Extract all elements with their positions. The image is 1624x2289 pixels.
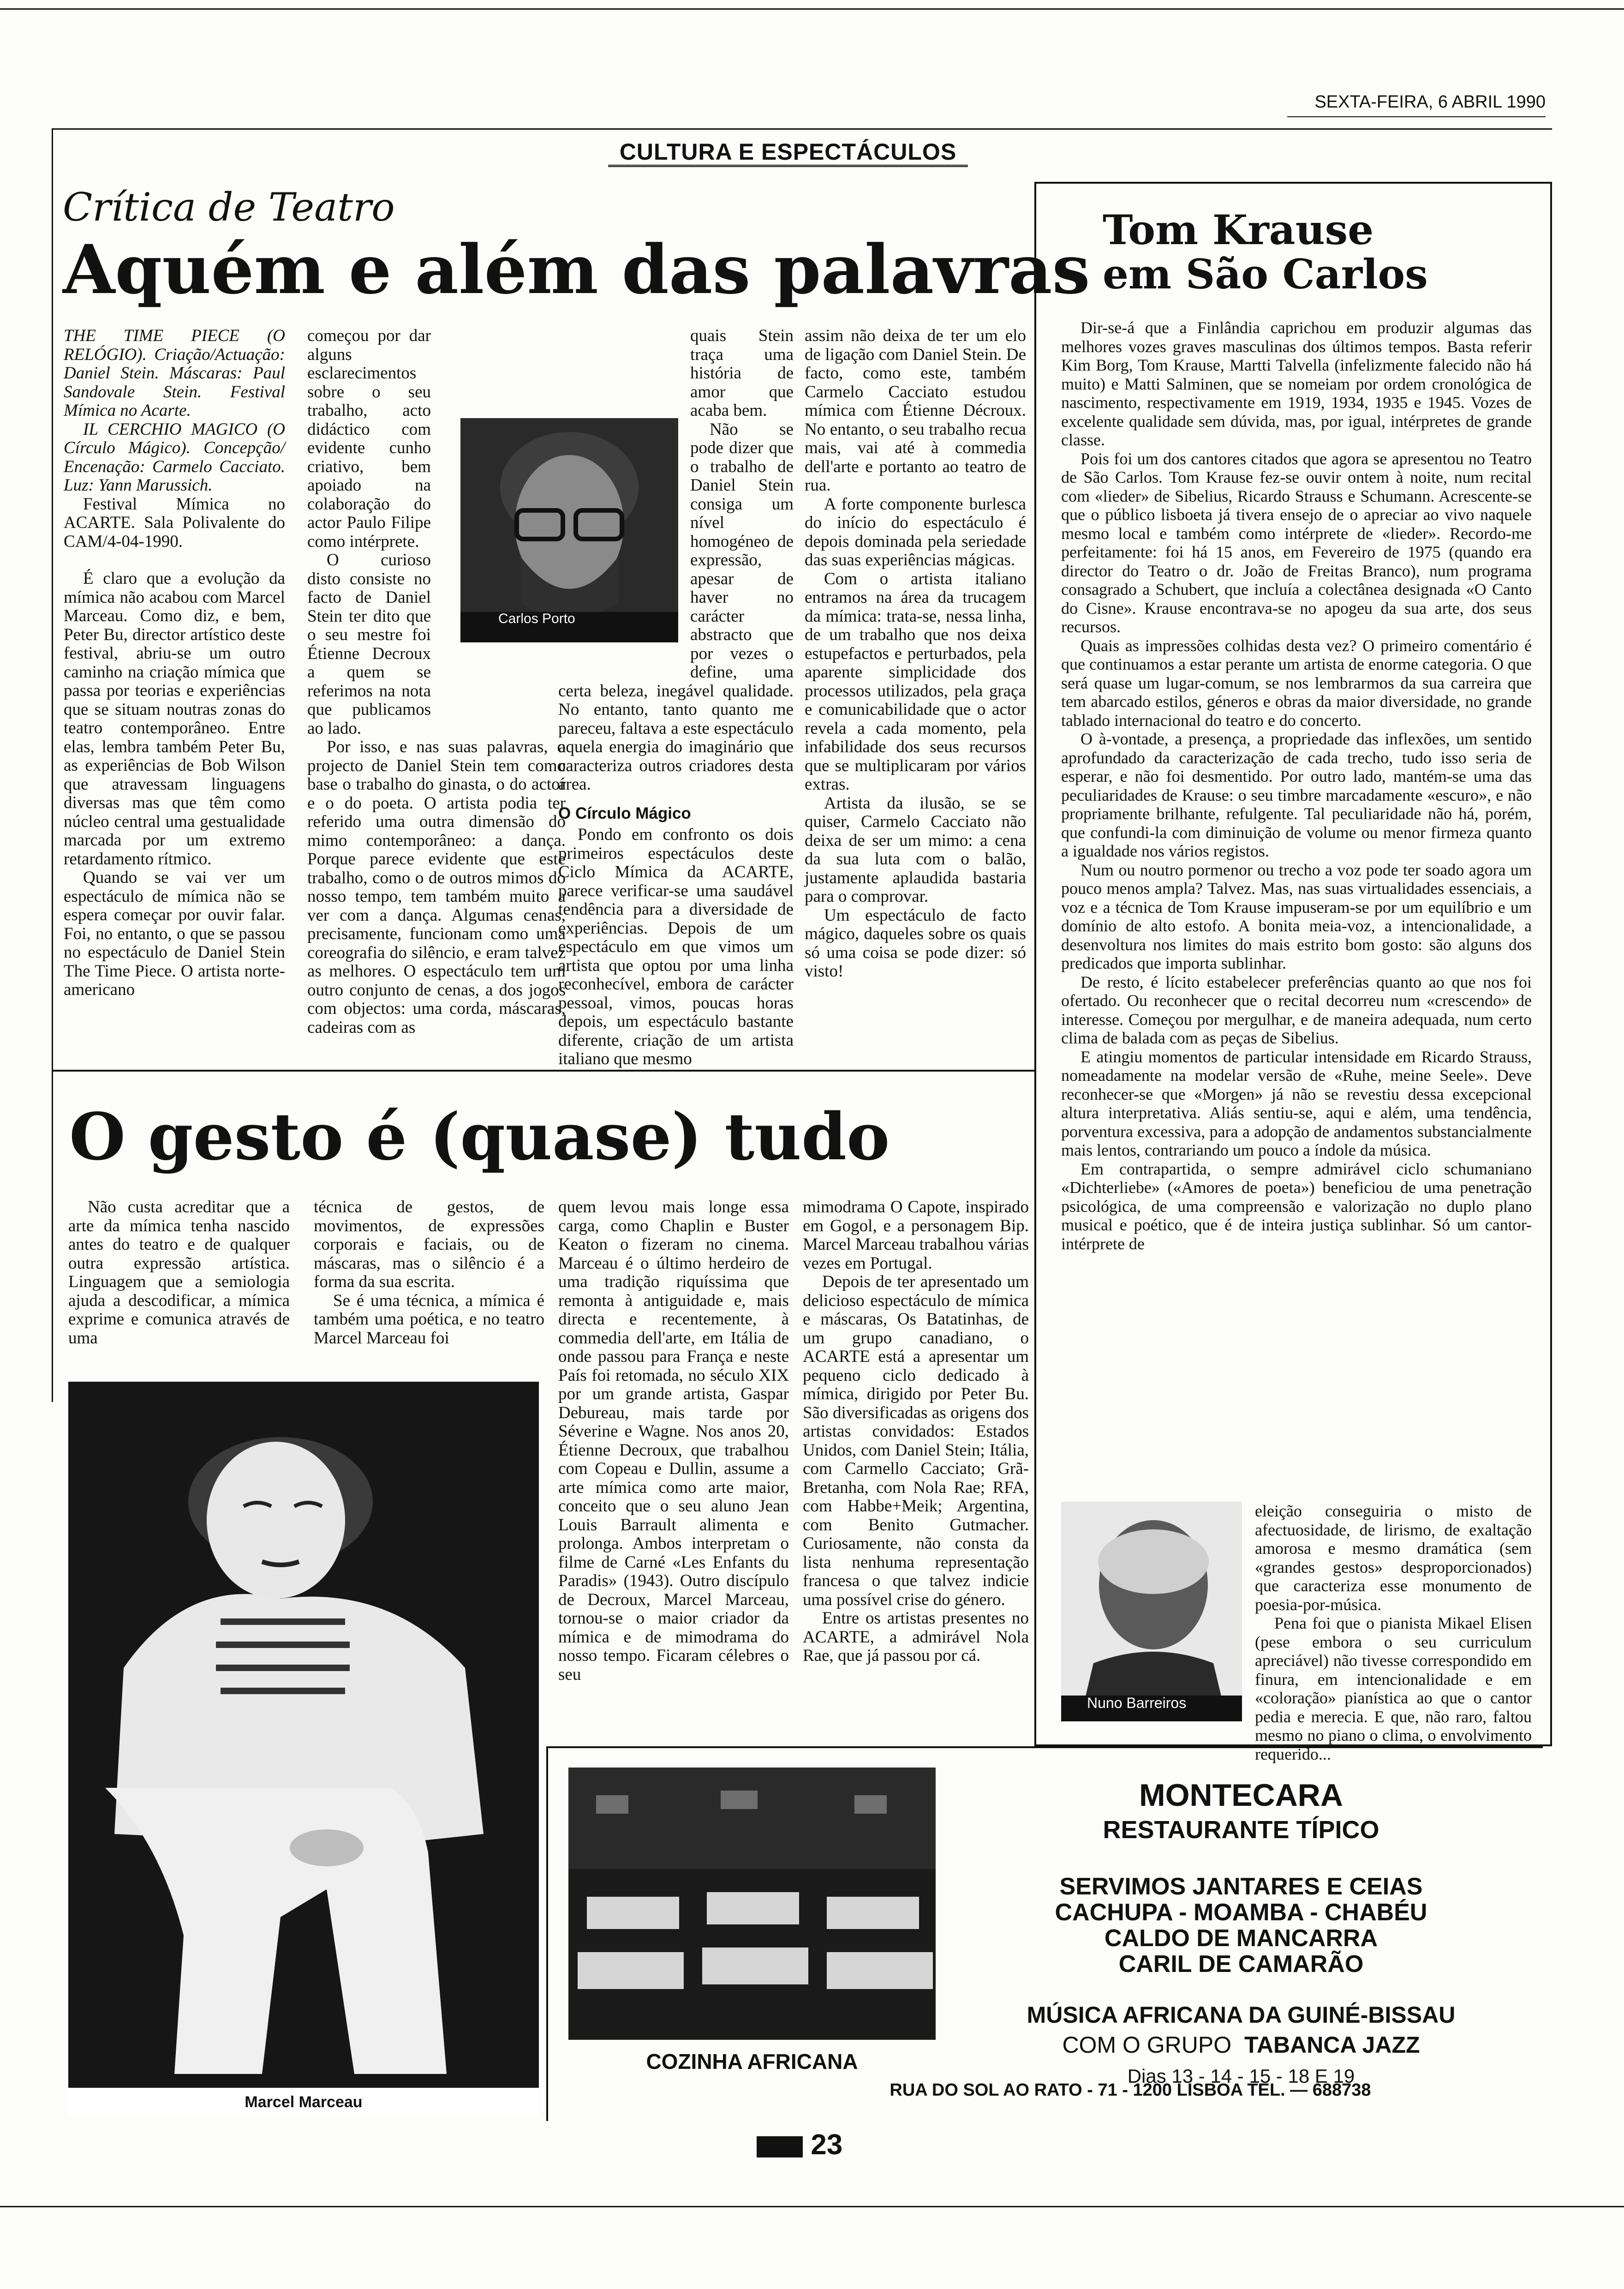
article2-column-1 <box>68 1198 290 1348</box>
article2-paragraph: Não custa acreditar que a arte da mímica tenha nascido antes do teatro e de qualquer outra expressão artística. Linguagem que a semiologia ajuda a descodificar, a mímica exprime e comunica através de uma <box>68 1198 290 1348</box>
top-rule <box>0 8 1624 10</box>
review-paragraph: Em contrapartida, o sempre admirável ciclo schumaniano «Dichterliebe» («Amores de poeta») beneficiou de uma penetração psicológica, de uma compreensão e valorização no duplo plano musical e poético, que é de inteira justiça sublinhar. Só um cantor-intérprete de <box>1061 1159 1532 1253</box>
review-paragraph: eleição conseguiria o misto de afectuosidade, de lirismo, de exaltação amorosa e mesmo dramática (sem «grandes gestos» desproporcionados) que caracteriza esse monumento de poesia-por-música. <box>1255 1502 1532 1614</box>
credits-1: THE TIME PIECE (O RELÓGIO). Criação/Actuação: Daniel Stein. Máscaras: Paul Sandovale Stein. Festival Mímica no Acarte. <box>64 326 285 420</box>
review-paragraph: Dir-se-á que a Finlândia caprichou em produzir algumas das melhores vozes graves masculinas dos últimos tempos. Basta referir Kim Borg, Tom Krause, Martti Talvella (infelizmente falecido não há muito) e Matti Salminen, que se nomeiam por ordem cronológica de nascimento, respectivamente em 1919, 1934, 1935 e 1945. Vozes de excelente qualidade sem dúvida, mas, por igual, intérpretes de grande classe. <box>1061 318 1532 449</box>
article2-column-3 <box>558 1198 789 1684</box>
article1-column-4 <box>805 327 1026 981</box>
restaurant-subtitle: RESTAURANTE TÍPICO <box>1103 1816 1379 1844</box>
band-line <box>950 2030 1532 2060</box>
restaurant-photo <box>568 1768 936 2040</box>
credits-2: IL CERCHIO MAGICO (O Círculo Mágico). Concepção/ Encenação: Carmelo Cacciato. Luz: Yann Marussich. <box>64 419 285 495</box>
review-paragraph: Pena foi que o pianista Mikael Elisen (pese embora o seu curriculum apreciável) não tivesse correspondido em finura, em intencionalidade e em «coloração» pianística ao que o cantor pedia e merecia. E que, não raro, faltou mesmo no piano o clima, o envolvimento requerido... <box>1255 1614 1532 1763</box>
article1-paragraph: Pondo em confronto os dois primeiros espectáculos deste Ciclo Mímica da ACARTE, parece verificar-se uma saudável tendência para a diversidade de experiências. Depois de um espectáculo em que vimos um artista que optou por uma linha reconhecível, embora de carácter pessoal, vimos, poucas horas depois, um espectáculo bastante diferente, criação de um artista italiano que mesmo <box>558 825 794 1068</box>
restaurant-name: MONTECARA <box>1139 1778 1343 1813</box>
menu-line: SERVIMOS JANTARES E CEIAS <box>1059 1873 1423 1900</box>
review-paragraph: Pois foi um dos cantores citados que agora se apresentou no Teatro de São Carlos. Tom Krause fez-se ouvir ontem à noite, num recital com «lieder» de Sibelius, Ricardo Strauss e Schumann. Acrescente-se que o público lisboeta já tivera ensejo de o apreciar ao vivo naquele mesmo local e também como intérprete de «lieder». Recordo-me perfeitamente: foi há 15 anos, em Fevereiro de 1975 (quando era director do Teatro o dr. João de Freitas Branco), num programa consagrado a Schubert, que incluía a colectânea designada «O Canto do Cisne». Krause encontrava-se no apogeu da sua arte, dos seus recursos. <box>1061 449 1532 636</box>
credits-3: Festival Mímica no ACARTE. Sala Polivalente do CAM/4-04-1990. <box>64 494 285 551</box>
review-body <box>1061 318 1532 1253</box>
article1-paragraph: Não se pode dizer que o trabalho de Daniel Stein consiga um nível homogéneo de expressão, apesar de haver no carácter abstracto que por vezes o define, uma certa beleza, inegável qualidade. No entanto, tanto quanto me pareceu, faltava a este espectáculo aquela energia do imaginário que caracteriza outros criadores desta área. <box>558 419 794 794</box>
review-paragraph: Num ou noutro pormenor ou trecho a voz pode ter soado agora um pouco menos ampla? Talvez. Mas, nas suas virtualidades essenciais, a voz e a técnica de Tom Krause impuseram-se por um equilíbrio e um domínio de alto estofo. A bonita meia-voz, a intencionalidade, a desenvoltura nos limites do mais estrito bom gosto: são alguns dos predicados que importa sublinhar. <box>1061 860 1532 972</box>
article-kicker: Crítica de Teatro <box>63 185 395 230</box>
mime-photo-image <box>68 1382 539 2088</box>
menu-line: CACHUPA - MOAMBA - CHABÉU <box>1055 1899 1427 1926</box>
review-headline-line-2: em São Carlos <box>1103 250 1428 298</box>
page-number-value: 23 <box>811 2129 843 2161</box>
article1-paragraph: começou por dar alguns esclarecimentos sobre o seu trabalho, acto didáctico com evidente cunho criativo, bem apoiado na colaboração do actor Paulo Filipe como intérprete. <box>307 326 431 551</box>
article1-paragraph: Artista da ilusão, se se quiser, Carmelo Cacciato não deixa de ser um mimo: a cena da sua luta com o balão, justamente aplaudida bastaria para o comprovar. <box>805 793 1026 906</box>
review-headline <box>1103 208 1518 296</box>
page-logo-icon <box>757 2136 803 2157</box>
critic-caption: Nuno Barreiros <box>1087 1695 1187 1711</box>
review-body-wrap <box>1255 1502 1532 1763</box>
article1-paragraph: A forte componente burlesca do início do espectáculo é depois dominada pela seriedade das suas experiências mágicas. <box>805 494 1026 569</box>
article2-column-4 <box>803 1198 1029 1666</box>
review-paragraph: Quais as impressões colhidas desta vez? O primeiro comentário é que continuamos a estar perante um artista de enorme categoria. O que será quase um lugar-comum, se nos lembrarmos da sua carreira que tem abarcado estilos, géneros e obras da maior diversidade, no grande tablado internacional do teatro e do concerto. <box>1061 636 1532 730</box>
article2-paragraph: técnica de gestos, de movimentos, de expressões corporais e faciais, ou de máscaras, mas o silêncio é a forma da sua escrita. <box>314 1198 544 1291</box>
article2-paragraph: Se é uma técnica, a mímica é também uma poética, e no teatro Marcel Marceau foi <box>314 1291 544 1348</box>
review-paragraph: O à-vontade, a presença, a propriedade das inflexões, um sentido aprofundado da caracterização de cada trecho, tudo isso seria de esperar, e não foi desmentido. Por outro lado, mantém-se uma das peculiaridades de Krause: o seu timbre marcadamente «escuro», e não propriamente brilhante, refulgente. Tal peculiaridade não há, porém, que confundi-la com diminuição de volume ou menor firmeza quanto a igualdade nos vários registos. <box>1061 730 1532 860</box>
review-headline-line-1: Tom Krause <box>1103 206 1374 254</box>
band-prefix: COM O GRUPO <box>1062 2032 1232 2058</box>
issue-date: SEXTA-FEIRA, 6 ABRIL 1990 <box>1314 92 1546 112</box>
date-rule <box>1287 116 1546 117</box>
article1-paragraph: Por isso, e nas suas palavras, o projecto de Daniel Stein tem como base o trabalho do ginasta, o do actor e o do poeta. O artista podia ter referido uma outra dimensão do mimo contemporâneo: a dança. Porque parece evidente que este trabalho, como o de outros mimos do nosso tempo, tem também muito a ver com a dança. Algumas cenas, precisamente, funcionam como uma coreografia do silêncio, e eram talvez as melhores. O espectáculo tem um outro conjunto de cenas, a dos jogos com objectos: uma corda, máscaras, cadeiras com as <box>307 737 566 1037</box>
article2-paragraph: Entre os artistas presentes no ACARTE, a admirável Nola Rae, que já passou por cá. <box>803 1609 1029 1665</box>
article2-paragraph: mimodrama O Capote, inspirado em Gogol, e a personagem Bip. Marcel Marceau trabalhou várias vezes em Portugal. <box>803 1198 1029 1273</box>
article1-paragraph: É claro que a evolução da mímica não acabou com Marcel Marceau. Como diz, e bem, Peter Bu, director artístico deste festival, abriu-se um outro caminho na criação mímica que passa por teorias e experiências que se situam noutras zonas do teatro contemporâneo. Entre elas, lembra também Peter Bu, as experiências de Bob Wilson que atravessam linguagens diversas mas que têm como núcleo central uma gestualidade marcada por um extremo retardamento rítmico. <box>64 569 285 869</box>
subheading: O Círculo Mágico <box>558 804 691 822</box>
article1-paragraph: Um espectáculo de facto mágico, daqueles sobre os quais só uma coisa se pode dizer: só visto! <box>805 905 1026 981</box>
page-number <box>757 2128 842 2161</box>
article2-column-2 <box>314 1198 544 1348</box>
ad-address: RUA DO SOL AO RATO - 71 - 1200 LISBOA TEL. — 688738 <box>890 2080 1371 2100</box>
article1-paragraph: Quando se vai ver um espectáculo de mímica não se espera começar por ouvir falar. Foi, no entanto, o que se passou no espectáculo de Daniel Stein The Time Piece. O artista norte-americano <box>64 868 285 999</box>
author-caption: Carlos Porto <box>498 611 575 626</box>
article1-paragraph: O curioso disto consiste no facto de Daniel Stein ter dito que o seu mestre foi Étienne Decroux a quem se referimos na nota que publicamos ao lado. <box>307 551 431 738</box>
review-paragraph: De resto, é lícito estabelecer preferências quanto ao que nos foi ofertado. Ou reconhecer que o recital decorreu num «crescendo» de interesse. Começou por mergulhar, e de maneira adequada, num certo clima de balada com as peças de Sibelius. <box>1061 972 1532 1047</box>
ad-text <box>950 1777 1532 2092</box>
critic-portrait <box>1061 1502 1242 1721</box>
article-divider <box>52 1070 1034 1072</box>
author-portrait <box>460 418 678 642</box>
review-paragraph: E atingiu momentos de particular intensidade em Ricardo Strauss, nomeadamente na modelar versão de «Ruhe, meine Seele». Deve reconhecer-se que «Morgen» já não se revestiu dessa excepcional altura interpretativa. Aliás sentiu-se, aqui e além, uma tendência, porventura excessiva, para a adopção de andamentos substancialmente mais lentos, contrariando um pouco a índole da música. <box>1061 1047 1532 1159</box>
mime-photo-caption: Marcel Marceau <box>68 2088 539 2116</box>
menu-line: CALDO DE MANCARRA <box>1104 1925 1378 1952</box>
critic-portrait-image <box>1061 1502 1242 1721</box>
footer-rule <box>0 2206 1624 2207</box>
show-dates: Dias 13 - 14 - 15 - 18 E 19 <box>1127 2065 1355 2087</box>
article1-paragraph: assim não deixa de ter um elo de ligação com Daniel Stein. De facto, como este, também Carmelo Cacciato estudou mímica com Étienne Décroux. No entanto, o seu trabalho recua mais, vai até à commedia dell'arte e portanto ao teatro de rua. <box>805 326 1026 495</box>
article-headline: Aquém e além das palavras <box>63 230 1090 309</box>
article2-paragraph: Depois de ter apresentado um delicioso espectáculo de mímica e máscaras, Os Batatinhas, de um grupo canadiano, o ACARTE está a apresentar um pequeno ciclo dedicado à mímica, dirigido por Peter Bu. São diversificadas as origens dos artistas convidados: Estados Unidos, com Daniel Stein; Itália, com Carmello Cacciato; Grã-Bretanha, com Nola Rae; RFA, com Habbe+Meik; Argentina, com Benito Gutmacher. Curiosamente, não consta da lista nenhuma representação francesa o que talvez indicie uma possível crise do género. <box>803 1272 1029 1609</box>
music-line: MÚSICA AFRICANA DA GUINÉ-BISSAU <box>1027 2002 1456 2028</box>
section-label: CULTURA E ESPECTÁCULOS <box>608 138 968 167</box>
article1-paragraph: Com o artista italiano entramos na área da trucagem da mímica: trata-se, nessa linha, de um trabalho que nos deixa estupefactos e perturbados, pela aparente simplicidade dos processos utilizados, pela graça e comunicabilidade que o actor revela a cada momento, pela infabilidade dos seus recursos que se multiplicaram por vários extras. <box>805 569 1026 794</box>
band-name: TABANCA JAZZ <box>1244 2032 1420 2058</box>
mime-photo <box>68 1382 539 2088</box>
ad-cuisine: COZINHA AFRICANA <box>646 2049 858 2073</box>
feature-headline: O gesto é (quase) tudo <box>69 1099 890 1175</box>
article2-paragraph: quem levou mais longe essa carga, como Chaplin e Buster Keaton o fizeram no cinema. Marceau é o último herdeiro de uma tradição riquíssima que remonta à antiguidade e, mais directa e recentemente, à commedia dell'arte, em Itália de onde passou para França e neste País foi retomada, no século XIX por um grande artista, Gaspar Debureau, mais tarde por Séverine e Wagne. Nos anos 20, Étienne Decroux, que trabalhou com Copeau e Dullin, assume a arte mímica como arte maior, conceito que o seu aluno Jean Louis Barrault alimenta e prolonga. Ambos interpretam o filme de Carné «Les Enfants du Paradis» (1943). Outro discípulo de Decroux, Marcel Marceau, tornou-se o maior criador da mímica e de mimodrama do nosso tempo. Ficaram célebres o seu <box>558 1198 789 1684</box>
article1-column-1 <box>64 327 285 1000</box>
menu-line: CARIL DE CAMARÃO <box>1118 1951 1364 1977</box>
article1-paragraph: quais Stein traça uma história de amor que acaba bem. <box>690 326 794 420</box>
restaurant-photo-image <box>568 1768 936 2040</box>
portrait-image <box>460 418 678 642</box>
